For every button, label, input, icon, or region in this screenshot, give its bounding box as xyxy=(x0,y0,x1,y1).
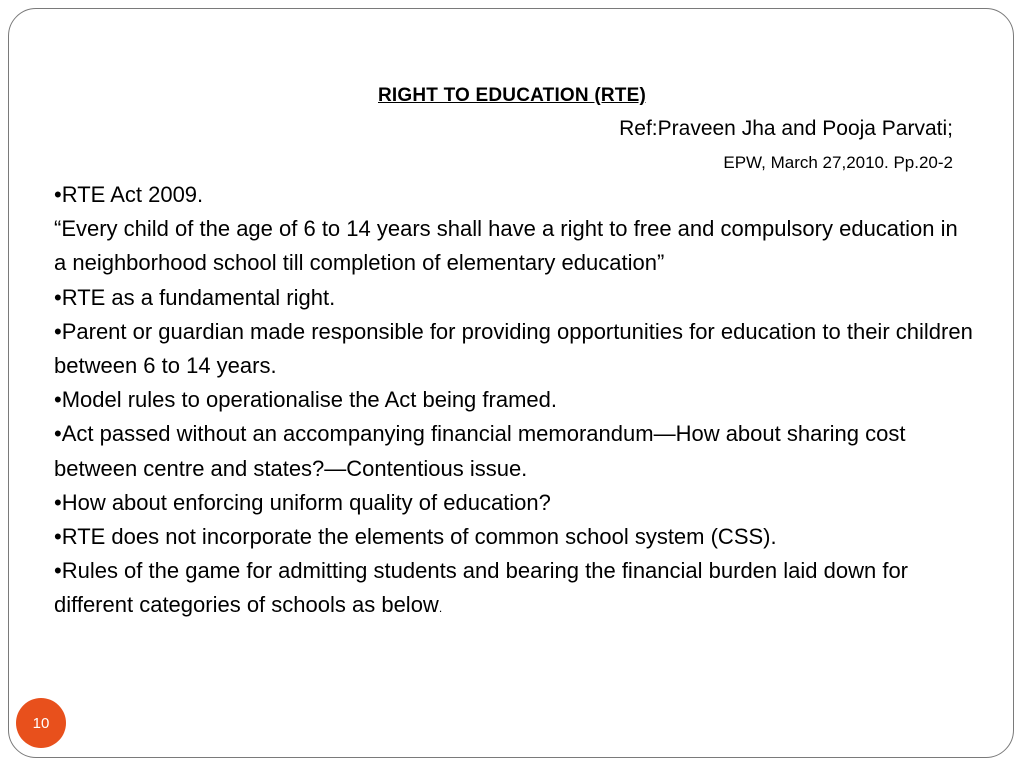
paragraph-css: •RTE does not incorporate the elements of common school system (CSS). xyxy=(54,524,777,550)
paragraph-uniform-quality: •How about enforcing uniform quality of education? xyxy=(54,489,551,515)
page-number: 10 xyxy=(32,714,50,732)
paragraph-model-rules: •Model rules to operationalise the Act being framed. xyxy=(54,387,557,413)
paragraph-fundamental-right: •RTE as a fundamental right. xyxy=(54,284,336,310)
paragraph-admission-rules xyxy=(54,554,974,625)
paragraph-financial-memorandum: •Act passed without an accompanying financial memorandum—How about sharing cost between centre and states?—Contentious issue. xyxy=(54,421,906,481)
reference-authors: Ref:Praveen Jha and Pooja Parvati; xyxy=(619,117,953,140)
paragraph-admission-rules-text: •Rules of the game for admitting students and bearing the financial burden laid down for different categories of schools as below xyxy=(54,558,909,618)
trailing-period: . xyxy=(438,601,443,616)
page-number-badge xyxy=(16,698,66,748)
reference-citation: EPW, March 27,2010. Pp.20-2 xyxy=(723,153,953,172)
paragraph-parent-guardian: •Parent or guardian made responsible for providing opportunities for education to their children between 6 to 14 years. xyxy=(54,318,973,379)
paragraph-quote: “Every child of the age of 6 to 14 years shall have a right to free and compulsory education in a neighborhood school till completion of elementary education” xyxy=(54,216,958,276)
slide-title: RIGHT TO EDUCATION (RTE) xyxy=(378,85,646,106)
slide-frame xyxy=(8,8,1014,758)
paragraph-rte-act: •RTE Act 2009. xyxy=(54,182,204,207)
slide-body xyxy=(54,178,974,626)
